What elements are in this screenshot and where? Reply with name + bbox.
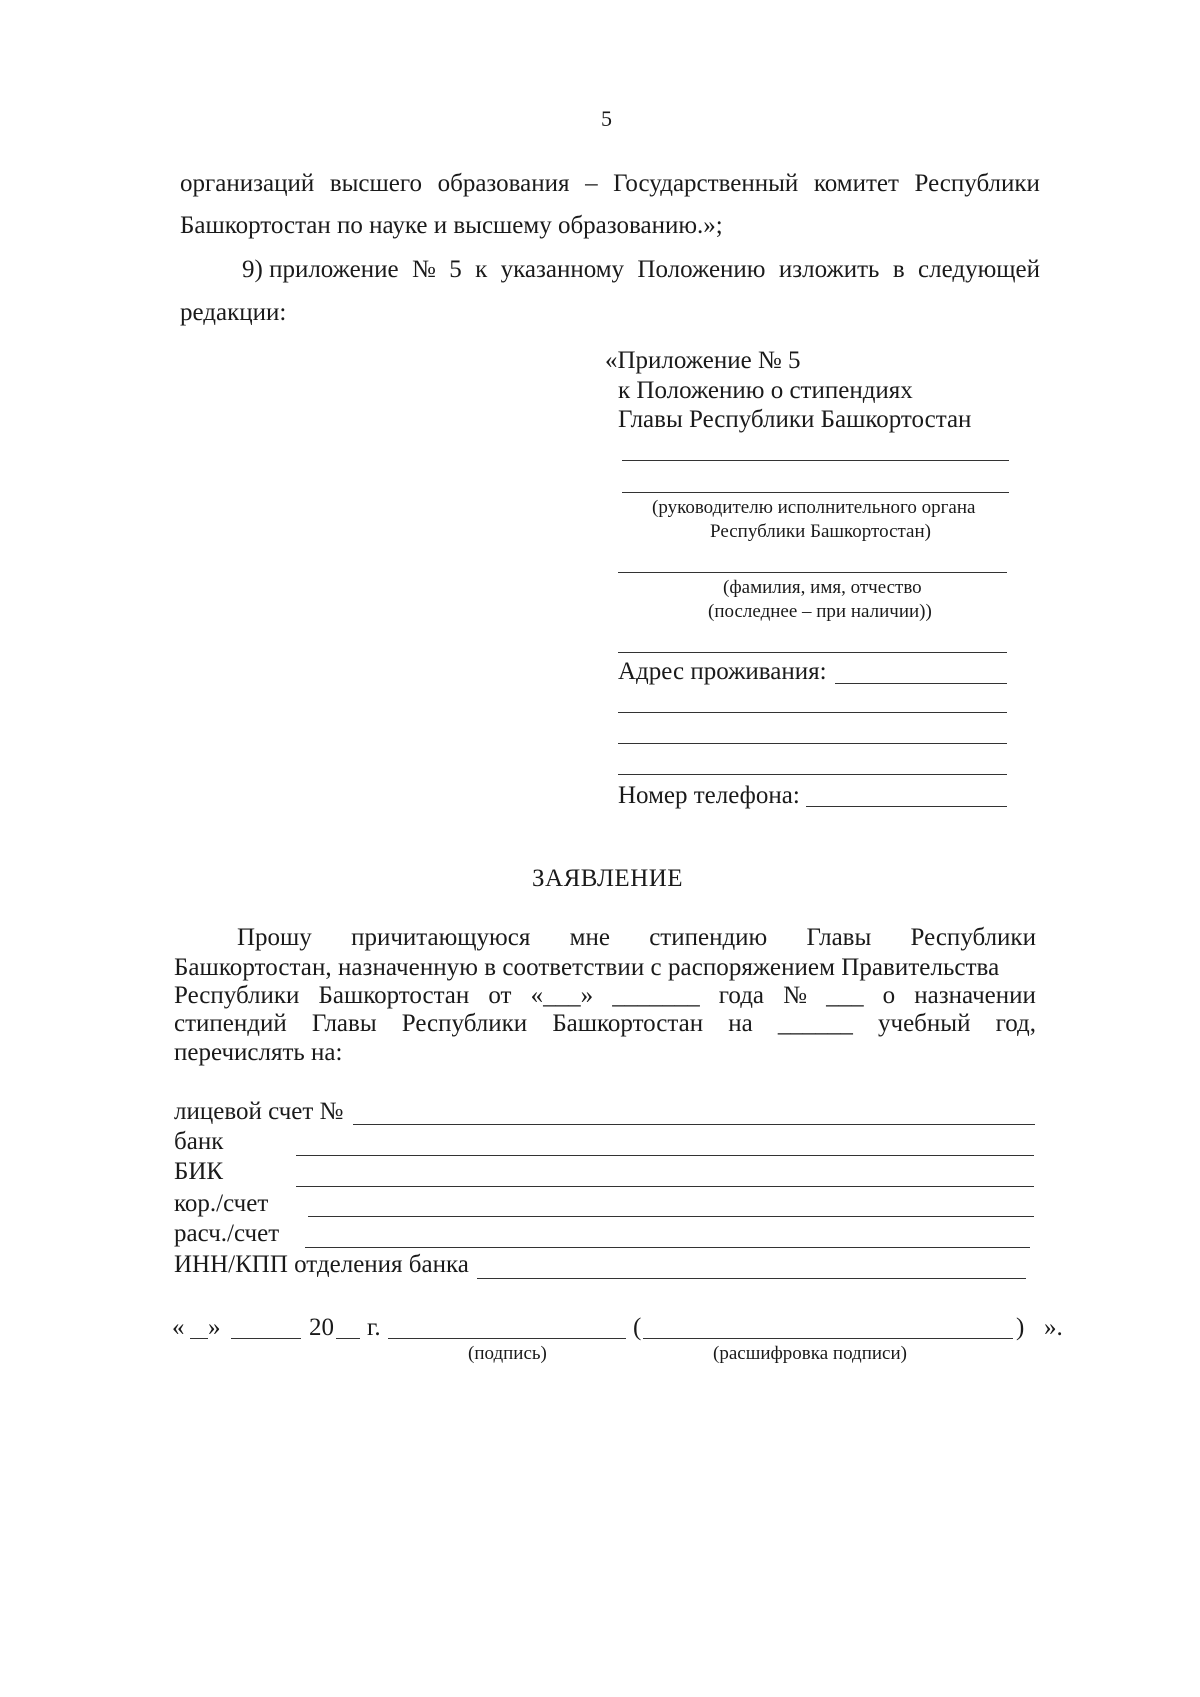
- word: года: [718, 982, 765, 1009]
- name-line: [618, 572, 1007, 573]
- sig-quote-close: »: [208, 1314, 221, 1341]
- word: причитающуюся: [351, 924, 531, 951]
- statement-line-4: [174, 1010, 1036, 1038]
- word: в: [892, 256, 905, 283]
- recipient-line-2: [622, 492, 1009, 493]
- item9-continuation: редакции:: [180, 299, 287, 326]
- sig-year-prefix: 20: [309, 1314, 334, 1341]
- name-line-2: [618, 652, 1007, 653]
- sig-year-suffix: г.: [367, 1314, 381, 1341]
- account-label: лицевой счет №: [174, 1098, 344, 1125]
- word: на: [728, 1010, 753, 1037]
- corr-account-field[interactable]: [308, 1216, 1034, 1217]
- academic-year-field[interactable]: ______: [777, 1010, 853, 1037]
- address-line-4[interactable]: [618, 774, 1007, 775]
- word: 5: [449, 256, 462, 283]
- address-line-3[interactable]: [618, 743, 1007, 744]
- page-number: 5: [601, 106, 612, 131]
- appendix-header-line-1: «Приложение № 5: [605, 347, 801, 374]
- address-field[interactable]: [835, 683, 1007, 684]
- recipient-caption-2: Республики Башкортостан): [710, 521, 931, 542]
- sig-quote-open: «: [172, 1314, 185, 1341]
- settlement-account-field[interactable]: [305, 1247, 1030, 1248]
- sig-paren-close: ): [1016, 1314, 1025, 1341]
- name-caption-1: (фамилия, имя, отчество: [723, 577, 922, 598]
- address-line-2[interactable]: [618, 712, 1007, 713]
- inn-kpp-label: ИНН/КПП отделения банка: [174, 1251, 469, 1278]
- bik-label: БИК: [174, 1158, 224, 1185]
- word: Республики: [401, 1010, 528, 1037]
- date-day-field[interactable]: «___»: [530, 982, 594, 1009]
- bank-field[interactable]: [296, 1155, 1034, 1156]
- statement-line-1: [237, 924, 1036, 952]
- word: к: [475, 256, 488, 283]
- word: образования: [437, 170, 570, 197]
- account-field[interactable]: [353, 1124, 1035, 1125]
- corr-account-label: кор./счет: [174, 1190, 269, 1217]
- item9-line: [242, 256, 1040, 284]
- address-label: Адрес проживания:: [618, 658, 827, 685]
- phone-label: Номер телефона:: [618, 782, 800, 809]
- sig-day-field[interactable]: [190, 1338, 208, 1339]
- word: изложить: [778, 256, 880, 283]
- word: указанному: [500, 256, 625, 283]
- date-month-field[interactable]: _______: [612, 982, 700, 1009]
- word: стипендию: [649, 924, 768, 951]
- word: о: [882, 982, 896, 1009]
- inn-kpp-field[interactable]: [477, 1278, 1026, 1279]
- word: Главы: [806, 924, 872, 951]
- signature-field[interactable]: [388, 1338, 626, 1339]
- word: назначении: [914, 982, 1036, 1009]
- word: Республики: [174, 982, 300, 1009]
- bank-label: банк: [174, 1128, 224, 1155]
- word: стипендий: [174, 1010, 287, 1037]
- document-end-mark: ».: [1044, 1314, 1063, 1341]
- statement-line-3: [174, 982, 1036, 1010]
- word: следующей: [918, 256, 1040, 283]
- intro-line-2: Башкортостан по науке и высшему образованию.»;: [180, 212, 723, 239]
- phone-field[interactable]: [806, 806, 1007, 807]
- word: –: [585, 170, 598, 197]
- signature-decoding-caption: (расшифровка подписи): [713, 1343, 907, 1364]
- appendix-header-line-3: Главы Республики Башкортостан: [618, 406, 972, 433]
- word: Положению: [637, 256, 766, 283]
- word: Республики: [914, 170, 1040, 197]
- settlement-account-label: расч./счет: [174, 1220, 280, 1247]
- order-number-field[interactable]: ___: [826, 982, 864, 1009]
- word: мне: [569, 924, 610, 951]
- word: высшего: [329, 170, 422, 197]
- word: год,: [995, 1010, 1036, 1037]
- signature-decoding-field[interactable]: [643, 1338, 1013, 1339]
- signature-caption: (подпись): [468, 1343, 547, 1364]
- word: от: [488, 982, 512, 1009]
- word: Республики: [910, 924, 1036, 951]
- word: №: [411, 256, 436, 283]
- word: №: [783, 982, 807, 1009]
- sig-month-field[interactable]: [231, 1338, 301, 1339]
- word: Государственный: [613, 170, 799, 197]
- recipient-caption-1: (руководителю исполнительного органа: [652, 497, 976, 518]
- word: Башкортостан: [552, 1010, 704, 1037]
- intro-line-1: [180, 170, 1040, 198]
- word: Прошу: [237, 924, 312, 951]
- word: комитет: [813, 170, 899, 197]
- name-caption-2: (последнее – при наличии)): [708, 601, 932, 622]
- statement-line-2: Башкортостан, назначенную в соответствии с распоряжением Правительства: [174, 954, 1000, 981]
- statement-line-5: перечислять на:: [174, 1039, 343, 1066]
- document-title: ЗАЯВЛЕНИЕ: [532, 865, 684, 892]
- word: организаций: [180, 170, 315, 197]
- sig-paren-open: (: [633, 1314, 642, 1341]
- word: учебный: [878, 1010, 971, 1037]
- word: Башкортостан: [318, 982, 470, 1009]
- word: 9) приложение: [242, 256, 399, 283]
- bik-field[interactable]: [296, 1186, 1034, 1187]
- appendix-header-line-2: к Положению о стипендиях: [618, 377, 913, 404]
- word: Главы: [311, 1010, 377, 1037]
- sig-year-field[interactable]: [336, 1338, 360, 1339]
- recipient-line-1: [622, 460, 1009, 461]
